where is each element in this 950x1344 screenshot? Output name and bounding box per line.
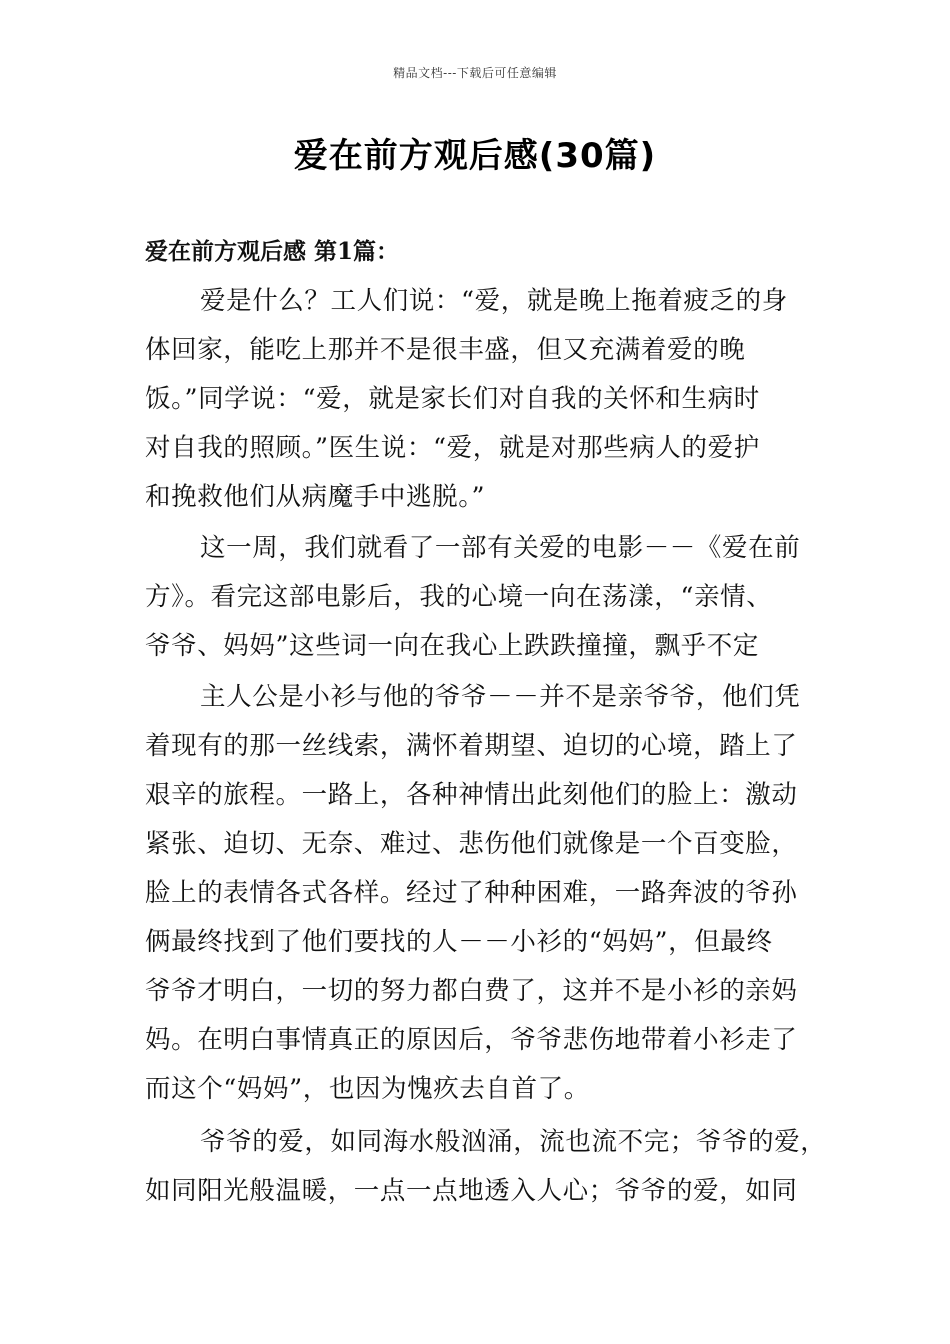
paragraph-2-line-3: 爷爷、妈妈”这些词一向在我心上跌跌撞撞，飘乎不定 [145,631,759,661]
paragraph-3-line-6: 俩最终找到了他们要找的人－－小衫的“妈妈”，但最终 [145,927,773,957]
paragraph-1-line-4: 对自我的照顾。”医生说：“爱，就是对那些病人的爱护 [145,433,760,463]
section-heading: 爱在前方观后感 第1篇： [145,238,400,265]
paragraph-3-line-3: 艰辛的旅程。一路上，各种神情出此刻他们的脸上：激动 [145,780,798,810]
paragraph-3-line-7: 爷爷才明白，一切的努力都白费了，这并不是小衫的亲妈 [145,976,798,1006]
document-title: 爱在前方观后感(30篇) [293,136,657,176]
paragraph-3-line-5: 脸上的表情各式各样。经过了种种困难，一路奔波的爷孙 [145,878,798,908]
paragraph-2-line-2: 方》。看完这部电影后，我的心境一向在荡漾，“亲情、 [145,582,773,612]
paragraph-2-line-1: 这一周，我们就看了一部有关爱的电影－－《爱在前 [200,533,801,563]
header-note: 精品文档---下载后可任意编辑 [393,66,557,80]
paragraph-1-line-5: 和挽救他们从病魔手中逃脱。” [145,482,486,512]
paragraph-4-line-2: 如同阳光般温暖，一点一点地透入人心；爷爷的爱，如同 [145,1176,798,1206]
paragraph-3-line-8: 妈。在明白事情真正的原因后，爷爷悲伤地带着小衫走了 [145,1025,798,1055]
paragraph-3-line-2: 着现有的那一丝线索，满怀着期望、迫切的心境，踏上了 [145,731,798,761]
paragraph-1-line-1: 爱是什么？工人们说：“爱，就是晚上拖着疲乏的身 [200,286,788,316]
paragraph-3-line-9: 而这个“妈妈”，也因为愧疚去自首了。 [145,1074,590,1104]
paragraph-3-line-1: 主人公是小衫与他的爷爷－－并不是亲爷爷，他们凭 [200,682,801,712]
paragraph-4-line-1: 爷爷的爱，如同海水般汹涌，流也流不完；爷爷的爱， [200,1127,827,1157]
paragraph-1-line-2: 体回家，能吃上那并不是很丰盛，但又充满着爱的晚 [145,335,746,365]
paragraph-1-line-3: 饭。”同学说：“爱，就是家长们对自我的关怀和生病时 [145,384,760,414]
paragraph-3-line-4: 紧张、迫切、无奈、难过、悲伤他们就像是一个百变脸， [145,829,798,859]
